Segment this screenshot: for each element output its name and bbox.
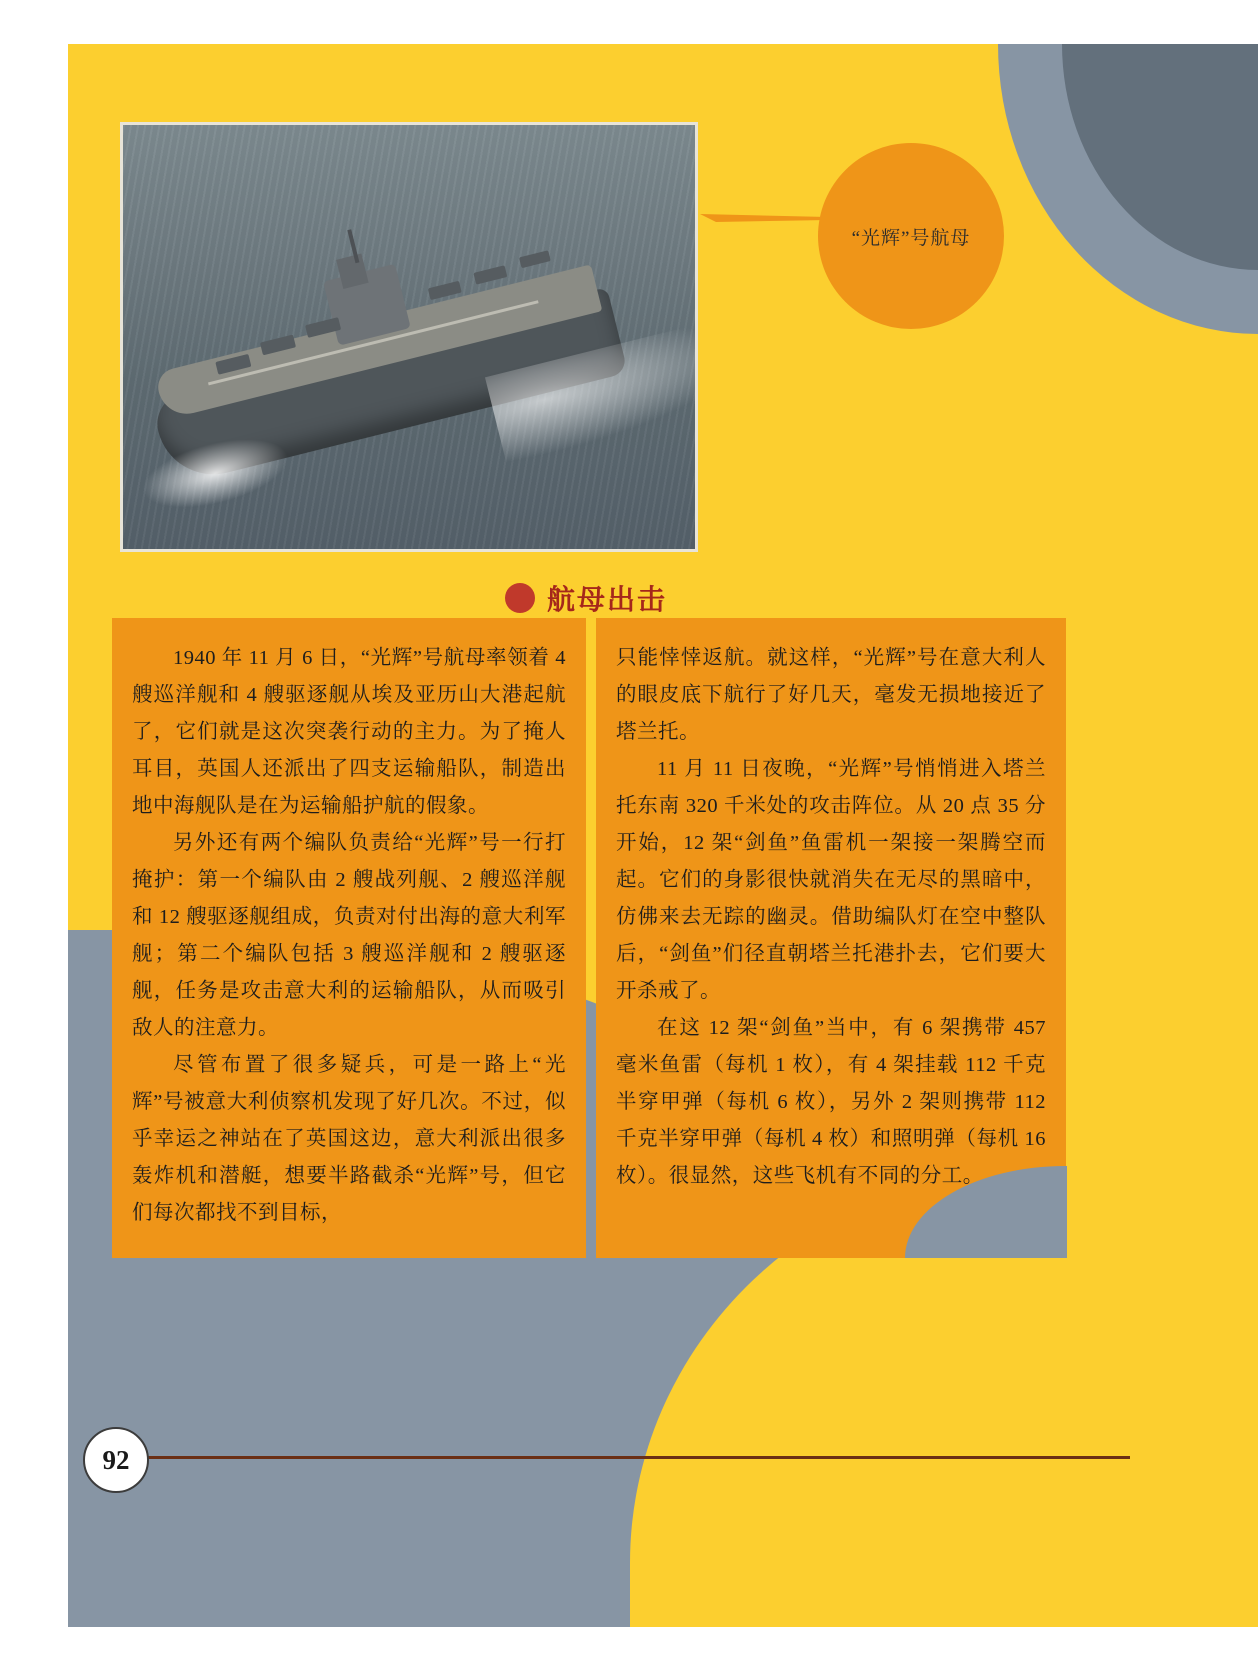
page-margin-top (0, 0, 1258, 44)
photo-callout-bubble (818, 143, 1004, 329)
bullet-dot-icon (505, 583, 535, 613)
paragraph: 在这 12 架“剑鱼”当中，有 6 架携带 457 毫米鱼雷（每机 1 枚），有 4 架挂载 112 千克半穿甲弹（每机 6 枚），另外 2 架则携带 112 千克半穿甲弹（每机 4 枚）和照明弹（每机 16 枚）。很显然，这些飞机有不同的分工。 (616, 1017, 1046, 1187)
paragraph: 只能悻悻返航。就这样，“光辉”号在意大利人的眼皮底下航行了好几天，毫发无损地接近了塔兰托。 (616, 647, 1046, 743)
section-heading (505, 578, 667, 618)
photo-caption: “光辉”号航母 (851, 227, 971, 249)
callout-arrow-icon (700, 212, 828, 226)
text-column-left (112, 618, 586, 1258)
paragraph: 另外还有两个编队负责给“光辉”号一行打掩护：第一个编队由 2 艘战列舰、2 艘巡洋舰和 12 艘驱逐舰组成，负责对付出海的意大利军舰；第二个编队包括 3 艘巡洋舰和 2 艘驱逐舰，任务是攻击意大利的运输船队，从而吸引敌人的注意力。 (132, 832, 566, 1039)
deck-aircraft (519, 250, 551, 268)
paragraph: 11 月 11 日夜晚，“光辉”号悄悄进入塔兰托东南 320 千米处的攻击阵位。从 20 点 35 分开始，12 架“剑鱼”鱼雷机一架接一架腾空而起。它们的身影很快就消失在无尽的黑暗中，仿佛来去无踪的幽灵。借助编队灯在空中整队后，“剑鱼”们径直朝塔兰托港扑去，它们要大开杀戒了。 (616, 758, 1046, 1002)
paragraph: 尽管布置了很多疑兵，可是一路上“光辉”号被意大利侦察机发现了好几次。不过，似乎幸运之神站在了英国这边，意大利派出很多轰炸机和潜艇，想要半路截杀“光辉”号，但它们每次都找不到目标， (132, 1054, 566, 1224)
page-margin-left (0, 0, 68, 1677)
paragraph: 1940 年 11 月 6 日，“光辉”号航母率领着 4 艘巡洋舰和 4 艘驱逐舰从埃及亚历山大港起航了，它们就是这次突袭行动的主力。为了掩人耳目，英国人还派出了四支运输船队，制造出地中海舰队是在为运输船护航的假象。 (132, 647, 566, 817)
page-number: 92 (83, 1427, 149, 1493)
text-column-right (596, 618, 1066, 1258)
page-margin-bottom (0, 1627, 1258, 1677)
carrier-photo (120, 122, 698, 552)
deck-aircraft (473, 265, 507, 284)
section-heading-text: 航母出击 (547, 585, 668, 616)
footer-rule (130, 1456, 1130, 1459)
